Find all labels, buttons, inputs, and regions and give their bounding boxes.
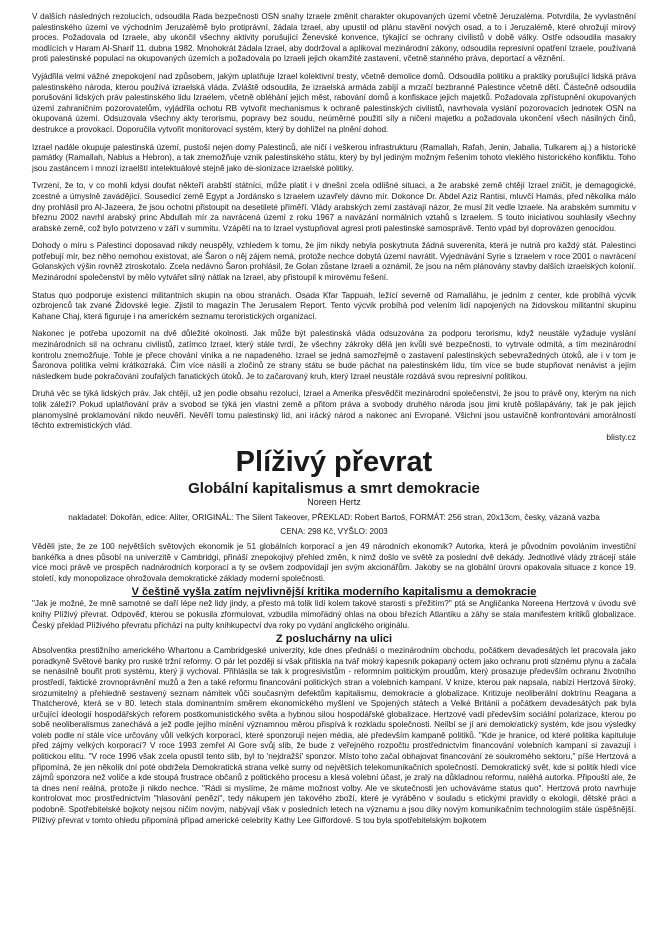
article2-section-heading: V češtině vyšla zatím nejvlivnější kritika moderního kapitalismu a demokracie: [131, 586, 537, 599]
article1-paragraph: Izrael nadále okupuje palestinská území, pustoší nejen domy Palestinců, ale ničí i veškerou infrastrukturu (Ramallah, Rafah, Jenin, Jabalia, Tulkarem aj.) a historické památky (Ramallah, Nablus a Hebron), a tak znemožňuje vznik palestinského státu, který by byl jediným možným řešením tohoto vleklého historického konfliktu. Toho jsou zastáncem i mnozí izraelští intelektuálové stejně jako de-sionizace izraelské politiky.: [32, 142, 636, 173]
article1-paragraph: Nakonec je potřeba upozornit na dvě důležité okolnosti. Jak může být palestinská vláda odsuzována za podporu terorismu, když neustále vyžaduje vyslání mezinárodních sil na ochranu civilistů, zatímco Izrael, který stále tvrdí, že všechny zákroky dělá jen kvůli své bezpečnosti, to vytrvale odmítá, a tím mezinárodní kontrolu znemožňuje. Tohle je přece chování viníka a ne napadeného. Izrael se jedná samozřejmě o zastavení palestinských sebevražedných útoků, ale i v tom je Šaronova politika velmi krátkozraká. Čím více násilí a zločinů ze strany státu se bude páchat na palestinském lidu, tím více se bude stupňovat nenávist a jejím následkem bude pokračování zoufalých fanatických útoků. Je to začarovaný kruh, který Izrael neustále rozdává svou represivní politikou.: [32, 329, 636, 381]
article2-bibliography-line: nakladatel: Dokořán, edice: Aliter, ORIGINÁL: The Silent Takeover, PŘEKLAD: Robert Bartoš, FORMÁT: 256 stran, 20x13cm, česky, vázaná vazba: [68, 512, 600, 522]
article2-title: Plíživý převrat: [235, 445, 433, 478]
article2-section-text: "Jak je možné, že mně samotné se daří lépe než lidy jindy, a přesto má tolik lidí kolem takové starosti s přežitím?" ptá se Angličanka Noreena Hertzová v úvodu své knihy Plíživý převrat. Odpověď, kterou se pokusila zformulovat, vzbudila mimořádný ohlas na obou březích Atlantiku a záhy se stala manifestem kritiků globalizace. Český překlad Plíživého převratu přichází na pulty knihkupectví dva roky po vydání anglického originálu.: [32, 599, 636, 630]
article2-subtitle: Globální kapitalismus a smrt demokracie: [188, 479, 480, 497]
article1-paragraph: Druhá věc se týká lidských práv. Jak chtějí, už jen podle obsahu rezolucí, Izrael a Amerika přesvědčit mezinárodní společenství, že jsou to právě ony, kterým na nich tolik záleží? Pokud uplatňování práv a svobod se týká jen vlastní země a přitom práva a svobody druhého národa jsou jimi krutě pošlapávány, tak je pak jejich planomyslné proklamování nikdo neuvěří. Nevěří tomu palestinský lid, ani irácký národ a nakonec ani Evropané. Všichni jsou ustavičně konfrontováni amorálností těchto extremistických vlád.: [32, 389, 636, 431]
article2-intro: Věděli jste, že ze 100 největších světových ekonomik je 51 globálních korporací a jen 49 národních ekonomik? Autorka, která je původním povoláním investiční bankéřka a dnes působí na univerzitě v Cambridgi, přináší znepokojivý přehled změn, k nimž došlo ve světě za poslední dvě dekády. Jednotlivé vlády ztrácejí stále více moci právě ve prospěch nadnárodních korporací a ty se ovšem zodpovídají jen svým akcionářům. Jakoby se na globální úrovni opakovala situace z konce 19. století, kdy monopolizace ohrožovala demokratické základy moderní společnosti.: [32, 541, 636, 583]
article1-paragraph: Status quo podporuje existenci militantních skupin na obou stranách. Osada Kfar Tappuah, ležící severně od Ramalláhu, je jedním z center, kde probíhá výcvik ozbrojenců tak zvané Židovské legie. Zjistil to magazín The Jerusalem Report. Tento výcvik probíhá pod velením lidí napojených na židovskou militantní skupinu Kahane Chaj, která figuruje i na americkém seznamu teroristických organizací.: [32, 290, 636, 321]
article2-author: Noreen Hertz: [307, 496, 361, 507]
article1-paragraph: V dalších následných rezolucích, odsoudila Rada bezpečnosti OSN snahy Izraele změnit charakter okupovaných území včetně Jeruzaléma. Potvrdila, že vyvlastnění palestinského území ve východním Jeruzalémě bylo protiprávní, žádala Izrael, aby upustil od plánu stavění nových osad, a to i Jeruzalémě, které ohrožují mírový proces. Požadovala od Izraele, aby ukončil všechny aktivity porušující Ženevské konvence, týkající se ochrany civilistů v době války. Ostře odsoudila masakry modlících v Haram Al-Sharif 11. dubna 1982. Mnohokrát žádala Izrael, aby dodržoval a aplikoval mezinárodní zákony, odsoudila represivní opatření Izraele, používaná proti palestinské populaci na okupovaných územích a požadovala po Izraeli jejich okamžité zastavení, včetně stanného práva, deportací a věznění.: [32, 12, 636, 64]
article2-price-line: CENA: 298 Kč, VYŠLO: 2003: [280, 527, 388, 537]
article1-paragraph: Tvrzení, že to, v co mohli kdysi doufat někteří arabští státníci, může platit i v dnešní zcela odlišné situaci, a že arabské země chtějí Izrael zničit, je demagogické, zcestné a úmyslně zavádějící. Sousedící země Egypt a Jordánsko s Izraelem uzavřely dávno mír. Dokonce Dr. Abdel Aziz Rantisi, mluvčí Hamás, před několika málo dny prohlásil pro Al-Jazeera, že jsou ochotni přistoupit na desetileté příměří. Vlády arabských zemí zastávají názor, že musí žít vedle Izraele. Na arabském summitu v březnu 2002 navrhl arabský princ Abdullah mír za navrácená území z roku 1967 a navázání normálních vztahů s Izraelem. S touto iniciativou souhlasily všechny arabské země, což bylo potvrzeno v září v summitu. Vzápětí na to Izrael vystupňoval agresi proti palestinské samosprávě. Tento vpád byl doprovázen genocidou.: [32, 181, 636, 233]
article1-paragraph: Dohody o míru s Palestinci doposavad nikdy neuspěly, vzhledem k tomu, že jim nikdy nebyla poskytnuta žádná suverenita, která je nutná pro každý stát. Palestinci potřebují mír, bez něho nemohou existovat, ale Šaron o něj zájem nemá, protože nechce dobytá území navrátit. Vyjednávání Syrie s Izraelem v roce 2001 o navrácení Golanských výšin rovněž ztroskotalo. Zcela nedávno Šaron prohlásil, že Golan zůstane Izraeli a oznámil, že jsou na něm plánovány stavby dalších izraelských kolonií. Mezinárodní společenství by mělo vytvářet silný nátlak na Izrael, aby přistoupil k mírovému řešení.: [32, 241, 636, 283]
article1-source: blisty.cz: [606, 431, 636, 442]
article2-section-heading: Z posluchárny na ulici: [275, 633, 393, 646]
article2-section-text: Absolventka prestižního amerického Whartonu a Cambridgeské univerzity, kde dnes přednáší o mezinárodním obchodu, počátkem devadesátých let pracovala jako poradkyně Světové banky pro ruské tržní reformy. O pár let později si však přitiskla na tvář mokrý kapesník pokapaný octem jako ochranu proti slznému plynu a začala se nenásilně bouřit proti systému, který ji vychoval. Přihlásila se tak k progresivistům - reformním politickým proudům, který prosazuje především ochranu životního prostředí, faktické zrovnoprávnění mužů a žen a také reformu financování politických stran a volebních kampaní. V knize, kterou pak napsala, nabízí Hertzová široký, srozumitelný a přehledně sestavený seznam námitek vůči současným defektům kapitalismu, demokracie a globalizace. Kritizuje neoliberální doktrínu Reagana a Thatcherové, která se v 80. letech stala dominantním směrem ekonomického myšlení ve Spojených státech a Velké Británii a počátkem devadesátých pak byla určující ideologií hospodářských reforem postkomunistického světa a hybnou silou hospodářské globalizace. Hertzové vadí především sociální polarizace, kterou po sobě neoliberalismus zanechává a jež podle jejího mínění významnou měrou přispívá k rozkladu společnosti. Neílbí se jí ani demokratický systém, kde jsou výsledky voleb podle ní stále více určovány vůlí velkých korporací, které sponzorují nejen média, ale především kampaně politiků. "Kde je hranice, od které politika kapituluje před zájmy velkých korporací? V roce 1993 zemřel Al Gore svůj slib, že bude z veřejného rozpočtu prostřednictvím financování volebních kampaní si zavazují i politickou elitu. "V roce 1996 však zcela opustil tento slib, byl to 'nejdražší' sponzor. Místo toho začal obhajovat financování ze soukromého sektoru," píše Hertzová a připomíná, že jen několik dní poté obdržela Demokratická strana velké sumy od největších telekomunikačních společností. Demokratický svět, kde si politik hledí více zájmů sponzora než voliče a kde stoupá frustrace občanů z politického procesu a klesá volební účast, je zralý na důkladnou reformu, naléhá autorka. Připouští ale, že ta dnes není reálná, protože ji nikdo nechce. "Rádi si myslíme, že máme možnost volby. Ale ve skutečnosti jen uchováváme status quo". Hertzová proto navrhuje kontrolovat moc prostřednictvím "hlasování penězi", tedy nákupem jen takového zboží, které je vyráběno v souladu s etickými pravidly o ekologii, dětské práci a podobně. Spotřebitelské bojkoty nejsou ničím novým, nabývají však v posledních letech na významu a jsou díky novým komunikačním technologiím stále úspěšnější. Plíživý převrat v tomto ohledu připomíná případ americké celebrity Kathy Lee Giffordové. S tou byla spotřebitelským bojkotem: [32, 646, 636, 825]
article1-paragraph: Vyjádřila velmi vážné znepokojení nad způsobem, jakým uplatňuje Izrael kolektivní tresty, včetně demolice domů. Odsoudila politiku a praktiky porušující lidská práva palestinského národa, kterou používá izraelská vláda. Zvláště odsoudila, že izraelská armáda zabíjí a mrzačí bezbranné Palestince včetně dětí. Částečně odsoudila porušování lidských práv palestinského lidu Izraelem, včetně obléhání jejich měst, rabování domů a konfiskace jejich majetků. Požadovala zpřístupnění okupovaných území zahraničním pozorovatelům, vyjádřila ochotu RB vytvořit mechanismus k ochraně palestinských civilistů, navrhovala vyslání pozorovacích jednotek OSN na okupovaná území. Odsuzovala všechny akty terorismu, popravy bez soudu, neúměrné použití síly a ničení majetku a požadovala ukončení všech násilných činů, destrukce a provokací. Doporučila vytvořit monitorovací systém, který by dohlížel na plnění dohod.: [32, 71, 636, 134]
